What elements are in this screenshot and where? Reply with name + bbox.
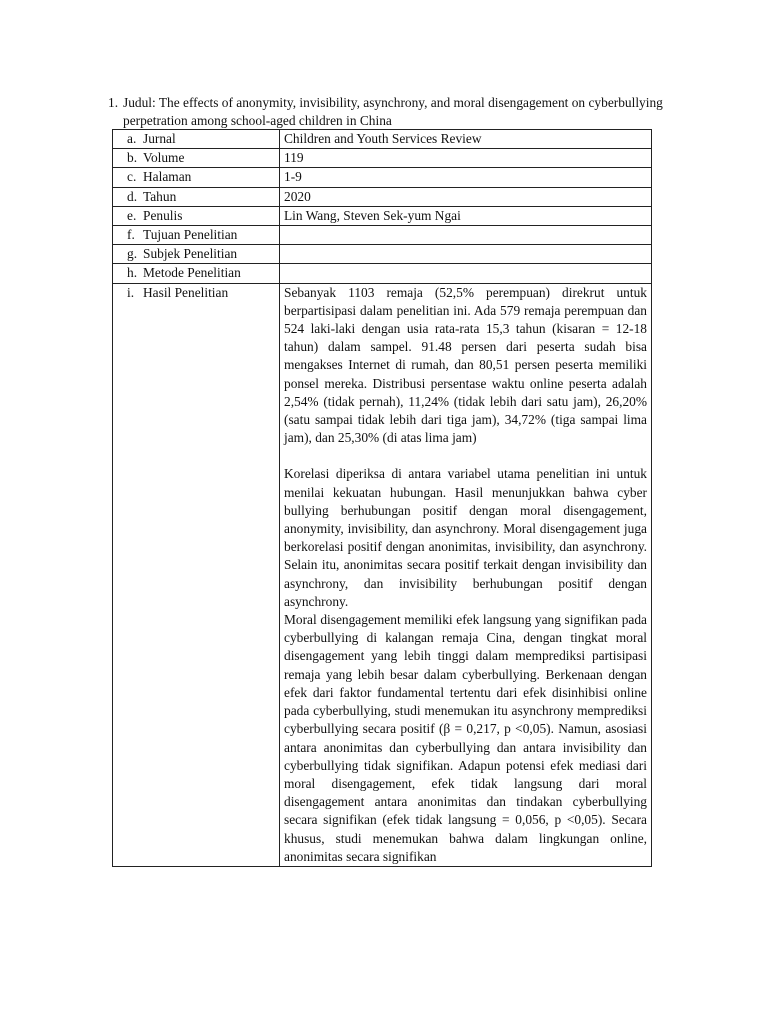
row-letter: d.: [127, 188, 138, 204]
row-letter: b.: [127, 150, 138, 166]
row-value: 2020: [280, 187, 652, 206]
row-value: 1-9: [280, 168, 652, 187]
row-letter: e.: [127, 207, 137, 223]
row-label: Metode Penelitian: [143, 265, 241, 281]
table-row: [113, 130, 652, 149]
row-label: Jurnal: [143, 131, 176, 146]
row-letter: f.: [127, 227, 135, 243]
row-value: 119: [280, 149, 652, 168]
row-label: Halaman: [143, 169, 192, 185]
row-label-cell: [113, 187, 280, 206]
table-row: [113, 168, 652, 187]
row-label-cell: [113, 149, 280, 168]
row-value: Children and Youth Services Review: [280, 130, 652, 149]
heading-title: Judul: The effects of anonymity, invisibility, asynchrony, and moral disengagement on cyberbullying perpetration among school-aged children in China: [123, 95, 663, 128]
table-row: [113, 245, 652, 264]
row-letter: i.: [127, 284, 135, 300]
table-row: [113, 283, 652, 866]
row-letter: g.: [127, 246, 138, 262]
row-letter: c.: [127, 169, 137, 185]
row-label: Tujuan Penelitian: [143, 227, 238, 243]
row-value: [280, 264, 652, 283]
result-paragraph: Sebanyak 1103 remaja (52,5% perempuan) direkrut untuk berpartisipasi dalam penelitian ini. Ada 579 remaja perempuan dan 524 laki-laki dengan usia rata-rata 15,3 tahun (kisaran = 12-18 tahun) dalam sampel. 91.48 persen dari peserta sudah bisa mengakses Internet di rumah, dan 80,51 persen peserta memiliki ponsel mereka. Distribusi persentase waktu online peserta adalah 2,54% (tidak pernah), 11,24% (tidak lebih dari satu jam), 26,20% (satu sampai tidak lebih dari tiga jam), 34,72% (tiga sampai lima jam), dan 25,30% (di atas lima jam): [284, 284, 647, 446]
article-info-table: [112, 129, 652, 867]
row-letter: h.: [127, 265, 138, 281]
table-row: [113, 226, 652, 245]
row-value: [280, 245, 652, 264]
row-label-cell: [113, 168, 280, 187]
row-label: Tahun: [143, 188, 177, 204]
row-label: Volume: [143, 150, 185, 166]
row-label: Hasil Penelitian: [143, 284, 229, 300]
table-row: [113, 187, 652, 206]
heading-number: 1.: [108, 95, 119, 110]
row-label-cell: [113, 226, 280, 245]
article-heading: [108, 94, 683, 130]
row-label: Penulis: [143, 207, 183, 223]
row-value: Lin Wang, Steven Sek-yum Ngai: [280, 206, 652, 225]
row-label-cell: [113, 245, 280, 264]
row-label-cell: [113, 264, 280, 283]
row-letter: a.: [127, 131, 137, 146]
row-value: [280, 226, 652, 245]
table-row: [113, 149, 652, 168]
result-paragraph: Moral disengagement memiliki efek langsung yang signifikan pada cyberbullying di kalangan remaja Cina, dengan tingkat moral disengagement yang lebih tinggi dalam memprediksi partisipasi remaja yang lebih besar dalam cyberbullying. Berkenaan dengan efek dari faktor fundamental tertentu dari efek disinhibisi online pada cyberbullying, studi menemukan itu asynchrony memprediksi cyberbullying secara positif (β = 0,217, p <0,05). Namun, asosiasi antara anonimitas dan cyberbullying dan antara invisibility dan cyberbullying tidak signifikan. Adapun potensi efek mediasi dari moral disengagement, efek tidak langsung dari moral disengagement antara anonimitas dan tindakan cyberbullying secara signifikan (efek tidak langsung = 0,056, p <0,05). Secara khusus, studi menemukan bahwa dalam lingkungan online, anonimitas secara signifikan: [284, 612, 647, 864]
table-row: [113, 206, 652, 225]
result-paragraph: Korelasi diperiksa di antara variabel utama penelitian ini untuk menilai kekuatan hubungan. Hasil menunjukkan bahwa cyber bullying berhubungan positif dengan moral disengagement, anonymity, invisibility, dan asynchrony. Moral disengagement juga berkorelasi positif dengan anonimitas, invisibility, dan asynchrony. Selain itu, anonimitas secara positif terkait dengan invisibility dan asynchrony, dan invisibility berhubungan positif dengan asynchrony.: [284, 466, 647, 609]
table-row: [113, 264, 652, 283]
row-label-cell: [113, 130, 280, 149]
row-label: Subjek Penelitian: [143, 246, 238, 262]
row-label-cell: [113, 283, 280, 866]
row-label-cell: [113, 206, 280, 225]
result-text: [280, 283, 652, 866]
